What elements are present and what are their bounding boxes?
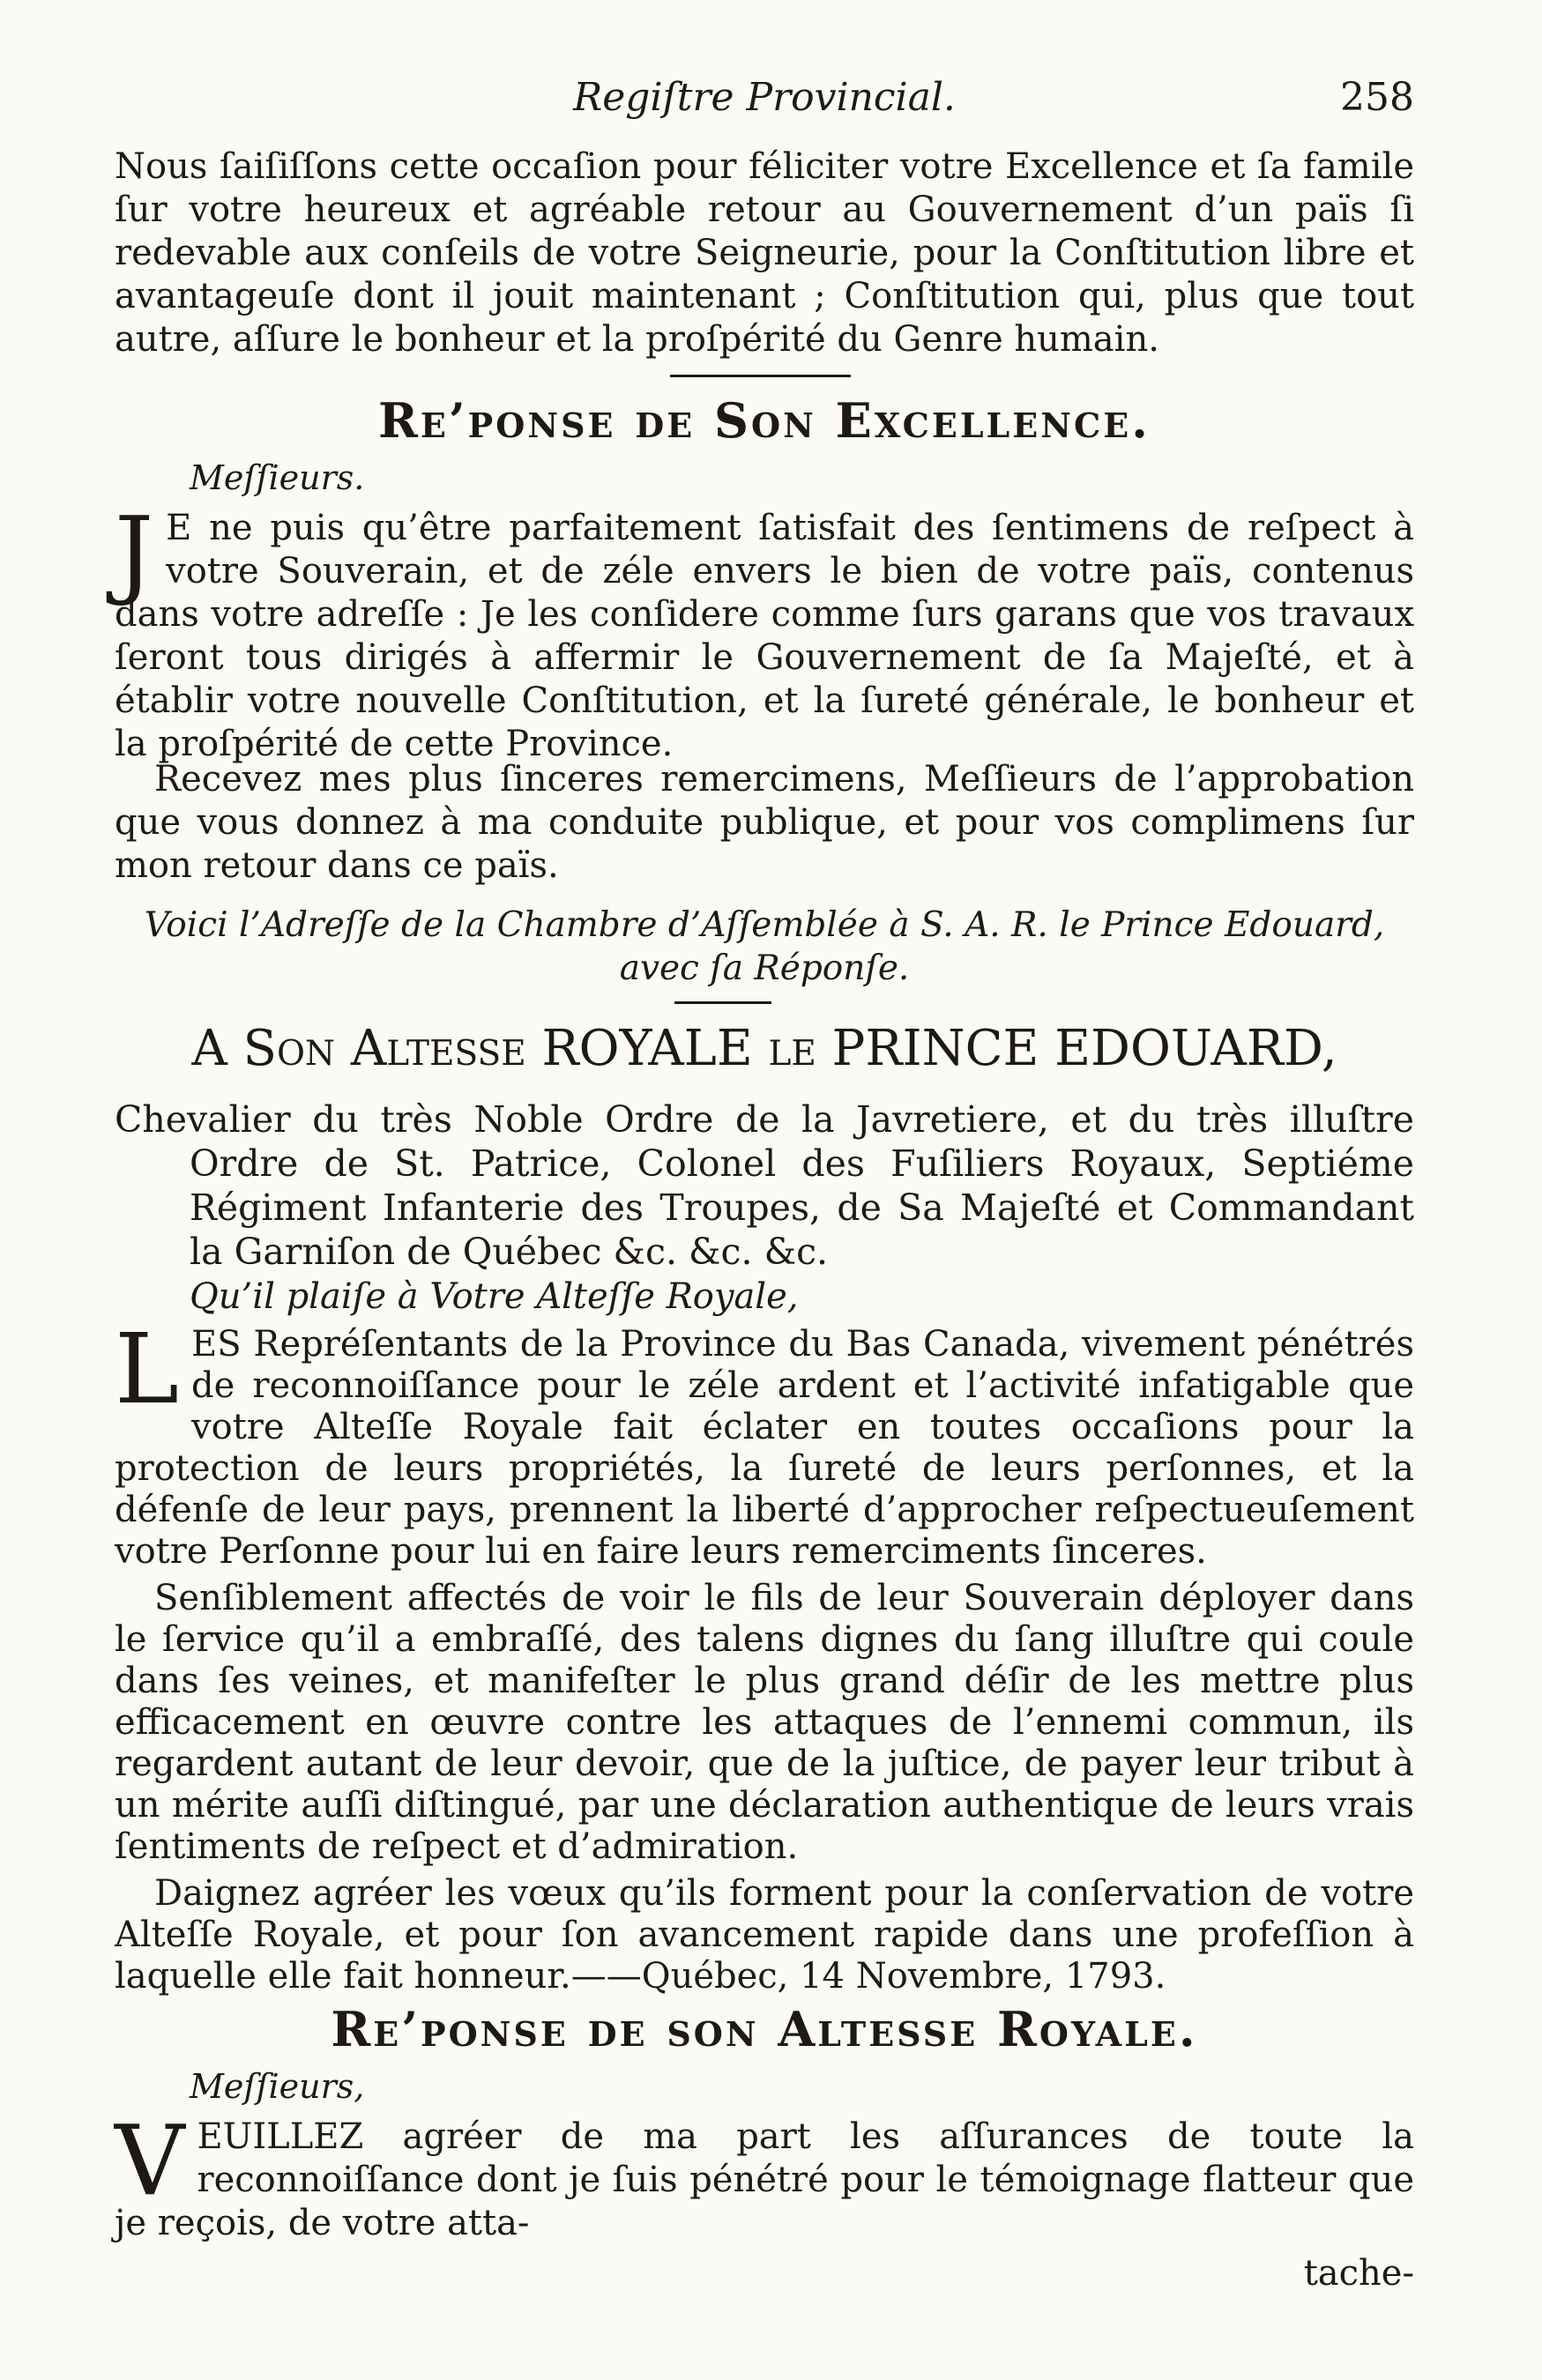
- address-paragraph-2: Senſiblement affectés de voir le fils de leur Souverain déployer dans le ſervice qu’il a embraſſé, des talens dignes du ſang illuſtre qui coule dans ſes veines, et manifeſter le plus grand déſir de les mettre plus efficacement en œuvre contre les attaques de l’ennemi commun, ils regardent autant de leur devoir, que de la juſtice, de payer leur tribut à un mérite auſſi diſtingué, par une déclaration authentique de leurs vrais ſentiments de reſpect et d’admiration.: [115, 1578, 1414, 1867]
- address-paragraph-1: ES Repréſentants de la Province du Bas Canada, vivement pénétrés de reconnoiſſance pour le zéle ardent et l’activité infatigable que votre Alteſſe Royale fait éclater en toutes occaſions pour la protection de leurs propriétés, la ſureté de leurs perſonnes, et la défenſe de leur pays, prennent la liberté d’approcher reſpectueuſement votre Perſonne pour lui en faire leurs remerciments ſinceres.: [115, 1324, 1414, 1572]
- reply2-dropcap: V: [115, 2104, 185, 2217]
- page-number: 258: [1340, 75, 1414, 120]
- reply2-heading: Re’ponse de son Altesse Royale.: [331, 2001, 1198, 2057]
- address-title: A Son Altesse ROYALE le PRINCE EDOUARD,: [191, 1020, 1337, 1077]
- reply1-salutation: Meſſieurs.: [190, 458, 365, 497]
- reply1-heading: Re’ponse de Son Excellence.: [378, 392, 1151, 449]
- running-title: Regiſtre Provincial.: [573, 75, 956, 120]
- section-divider: [674, 1001, 771, 1004]
- reply2-body: [115, 2104, 1414, 2245]
- catchword: tache-: [1303, 2253, 1414, 2294]
- address-intro-line: Voici l’Adreſſe de la Chambre d’Aſſemblée à S. A. R. le Prince Edouard, avec ſa Réponſe.: [144, 905, 1385, 988]
- section-divider: [670, 375, 851, 377]
- address-dropcap: L: [115, 1313, 180, 1425]
- address-salutation: Qu’il plaiſe à Votre Alteſſe Royale,: [190, 1276, 799, 1317]
- address-body: [115, 1313, 1414, 1573]
- address-titles: Chevalier du très Noble Ordre de la Javretiere, et du très illuſtre Ordre de St. Patrice, Colonel des Fuſiliers Royaux, Septiéme Régiment Infanterie des Troupes, de Sa Majeſté et Commandant la Garniſon de Québec &c. &c. &c.: [115, 1098, 1414, 1273]
- intro-paragraph: Nous ſaiſiſſons cette occaſion pour féliciter votre Excellence et ſa famile ſur votre heureux et agréable retour au Gouvernement d’un païs ſi redevable aux conſeils de votre Seigneurie, pour la Conſtitution libre et avantageuſe dont il jouit maintenant ; Conſtitution qui, plus que tout autre, aſſure le bonheur et la proſpérité du Genre humain.: [115, 146, 1414, 360]
- reply1-paragraph-2: Recevez mes plus ſinceres remercimens, Meſſieurs de l’approbation que vous donnez à ma conduite publique, et pour vos complimens ſur mon retour dans ce païs.: [115, 759, 1414, 886]
- address-paragraph-3: Daignez agréer les vœux qu’ils forment pour la conſervation de votre Alteſſe Royale, et pour ſon avancement rapide dans une profeſſion à laquelle elle fait honneur.——Québec, 14 Novembre, 1793.: [115, 1873, 1414, 1997]
- reply1-paragraph-1: E ne puis qu’être parfaitement ſatisfait des ſentimens de reſpect à votre Souverain, et de zéle envers le bien de votre païs, contenus dans votre adreſſe : Je les conſidere comme ſurs garans que vos travaux ſeront tous dirigés à affermir le Gouvernement de ſa Majeſté, et à établir votre nouvelle Conſtitution, et la ſureté générale, le bonheur et la proſpérité de cette Province.: [115, 508, 1414, 764]
- reply2-paragraph-1: EUILLEZ agréer de ma part les aſſurances de toute la reconnoiſſance dont je ſuis pénétré pour le témoignage flatteur que je reçois, de votre atta-: [115, 2116, 1414, 2243]
- reply2-salutation: Meſſieurs,: [190, 2067, 365, 2106]
- reply1-dropcap: J: [115, 495, 154, 608]
- reply1-body: [115, 495, 1414, 766]
- page-header: [115, 75, 1414, 128]
